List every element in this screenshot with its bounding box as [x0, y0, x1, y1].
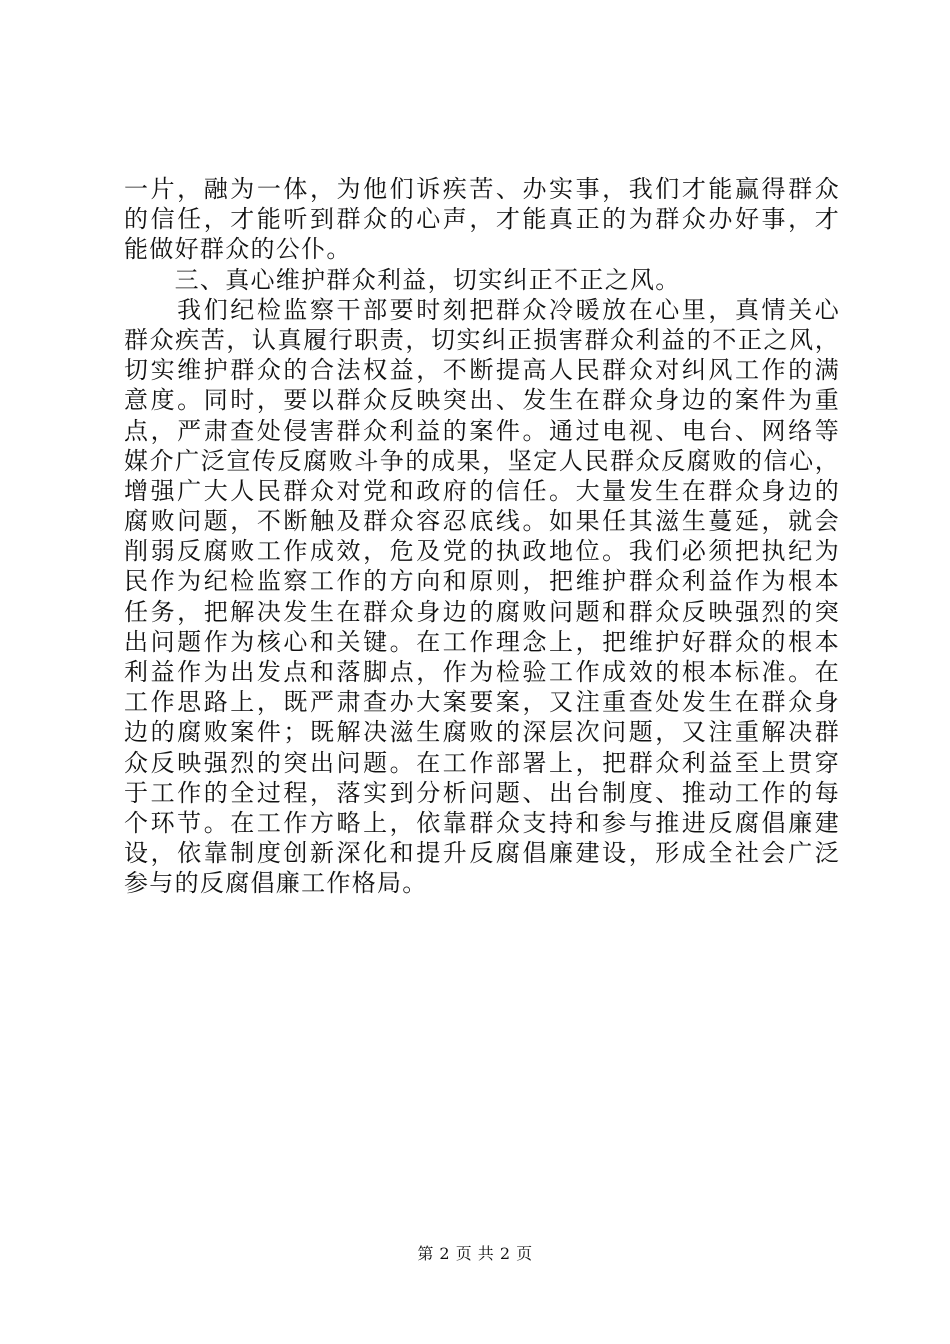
text-line: 设，依靠制度创新深化和提升反腐倡廉建设，形成全社会广泛 [124, 839, 840, 868]
section-heading: 三、真心维护群众利益，切实纠正不正之风。 [124, 265, 681, 294]
body-text [124, 174, 840, 899]
text-line: 工作思路上，既严肃查办大案要案，又注重查处发生在群众身 [124, 688, 840, 717]
text-line: 削弱反腐败工作成效，危及党的执政地位。我们必须把执纪为 [124, 537, 840, 566]
text-line: 于工作的全过程，落实到分析问题、出台制度、推动工作的每 [124, 778, 840, 807]
text-line: 腐败问题，不断触及群众容忍底线。如果任其滋生蔓延，就会 [124, 507, 840, 536]
text-line: 的信任，才能听到群众的心声，才能真正的为群众办好事，才 [124, 205, 840, 234]
text-line: 参与的反腐倡廉工作格局。 [124, 869, 428, 898]
text-line: 利益作为出发点和落脚点，作为检验工作成效的根本标准。在 [124, 658, 840, 686]
text-line: 点，严肃查处侵害群众利益的案件。通过电视、电台、网络等 [124, 416, 840, 445]
text-line: 群众疾苦，认真履行职责，切实纠正损害群众利益的不正之风， [124, 325, 840, 354]
text-line: 媒介广泛宣传反腐败斗争的成果，坚定人民群众反腐败的信心， [124, 446, 840, 475]
text-line: 众反映强烈的突出问题。在工作部署上，把群众利益至上贯穿 [124, 748, 840, 777]
text-line: 民作为纪检监察工作的方向和原则，把维护群众利益作为根本 [124, 567, 840, 596]
text-line: 切实维护群众的合法权益，不断提高人民群众对纠风工作的满 [124, 356, 840, 385]
text-line: 个环节。在工作方略上，依靠群众支持和参与推进反腐倡廉建 [124, 808, 840, 837]
text-line: 边的腐败案件；既解决滋生腐败的深层次问题，又注重解决群 [124, 718, 840, 747]
text-line: 增强广大人民群众对党和政府的信任。大量发生在群众身边的 [124, 476, 840, 505]
text-line: 我们纪检监察干部要时刻把群众冷暖放在心里，真情关心 [124, 295, 840, 324]
text-line: 意度。同时，要以群众反映突出、发生在群众身边的案件为重 [124, 386, 840, 415]
text-line: 任务，把解决发生在群众身边的腐败问题和群众反映强烈的突 [124, 597, 840, 626]
text-line: 能做好群众的公仆。 [124, 235, 352, 264]
page-number-footer: 第 2 页 共 2 页 [417, 1244, 533, 1263]
text-line: 一片，融为一体，为他们诉疾苦、办实事，我们才能赢得群众 [124, 175, 840, 203]
text-line: 出问题作为核心和关键。在工作理念上，把维护好群众的根本 [124, 627, 840, 656]
